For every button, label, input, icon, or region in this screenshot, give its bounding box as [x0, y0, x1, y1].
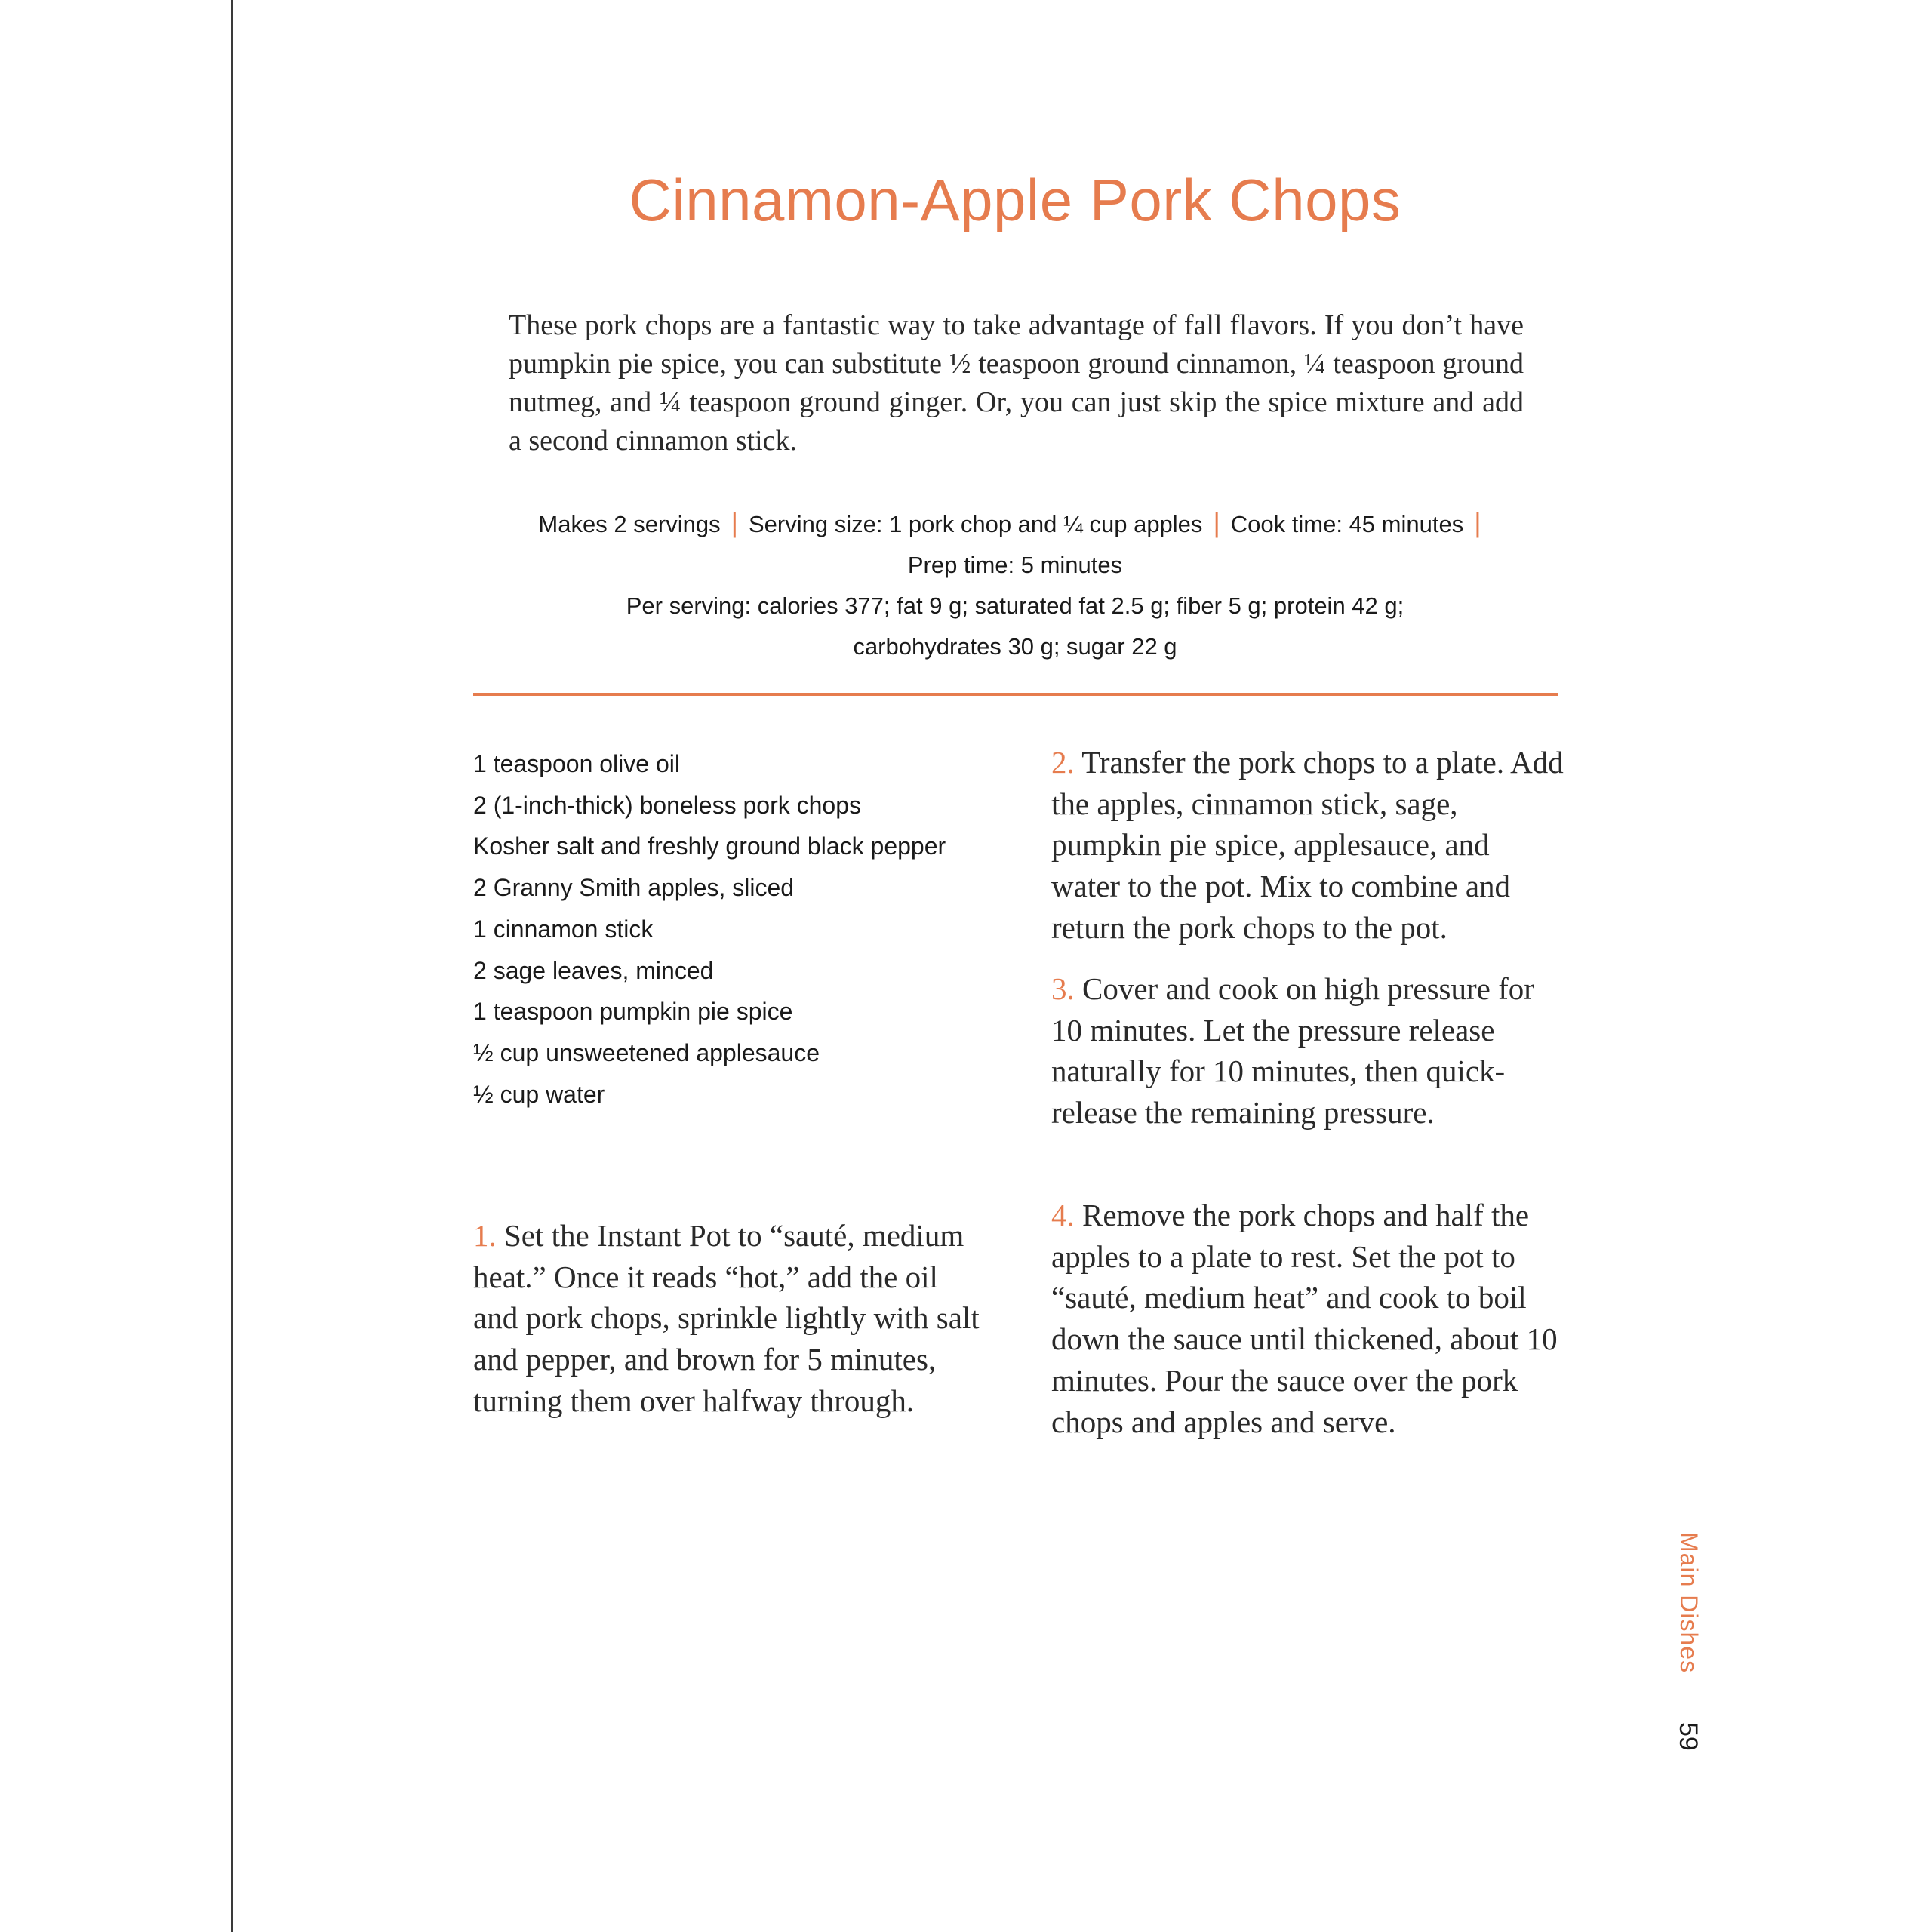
ingredient-item: 2 sage leaves, minced [473, 956, 714, 984]
ingredient-item: 2 (1-inch-thick) boneless pork chops [473, 791, 862, 819]
page-spine-line [231, 0, 233, 1932]
ingredients-list [473, 743, 1017, 1115]
step-text: Set the Instant Pot to “sauté, medium heat.” Once it reads “hot,” add the oil and pork chops, sprinkle lightly with salt and pepper, and brown for 5 minutes, turning them over halfway through. [473, 1218, 980, 1418]
servings-count: Makes 2 servings [538, 511, 721, 537]
step-number: 1. [473, 1218, 497, 1253]
nutrition-line-1: Per serving: calories 377; fat 9 g; saturated fat 2.5 g; fiber 5 g; protein 42 g; [626, 592, 1404, 619]
nutrition-line-2: carbohydrates 30 g; sugar 22 g [853, 633, 1177, 660]
ingredient-item: 2 Granny Smith apples, sliced [473, 874, 795, 902]
step-4 [1051, 1195, 1564, 1442]
ingredient-item: ½ cup water [473, 1080, 605, 1108]
step-number: 3. [1051, 971, 1075, 1006]
section-label: Main Dishes [1675, 1532, 1703, 1674]
prep-time: Prep time: 5 minutes [907, 552, 1123, 578]
ingredient-item: Kosher salt and freshly ground black pepper [473, 832, 946, 860]
meta-separator: | [731, 507, 738, 538]
step-text: Remove the pork chops and half the apples to a plate to rest. Set the pot to “sauté, medium heat” and cook to boil down the sauce until thickened, about 10 minutes. Pour the sauce over the pork chops and apples and serve. [1051, 1198, 1558, 1439]
meta-separator: | [1213, 507, 1220, 538]
ingredient-item: 1 teaspoon olive oil [473, 750, 680, 777]
ingredient-item: ½ cup unsweetened applesauce [473, 1038, 820, 1066]
recipe-meta [473, 503, 1557, 667]
cook-time: Cook time: 45 minutes [1230, 511, 1464, 537]
step-1 [473, 1215, 986, 1422]
step-2 [1051, 742, 1564, 949]
recipe-title: Cinnamon-Apple Pork Chops [629, 167, 1401, 233]
step-text: Cover and cook on high pressure for 10 minutes. Let the pressure release naturally for 10 minutes, then quick-release the remaining pressure. [1051, 971, 1534, 1131]
ingredient-item: 1 teaspoon pumpkin pie spice [473, 998, 793, 1026]
page-number: 59 [1674, 1722, 1703, 1751]
meta-separator: | [1474, 507, 1481, 538]
meta-line-1 [473, 503, 1557, 545]
section-divider [473, 693, 1558, 696]
ingredient-item: 1 cinnamon stick [473, 915, 654, 943]
step-number: 4. [1051, 1198, 1075, 1232]
step-3 [1051, 968, 1564, 1134]
serving-size: Serving size: 1 pork chop and ¼ cup apples [749, 511, 1203, 537]
step-text: Transfer the pork chops to a plate. Add the apples, cinnamon stick, sage, pumpkin pie spice, applesauce, and water to the pot. Mix to combine and return the pork chops to the pot. [1051, 745, 1564, 945]
step-number: 2. [1051, 745, 1075, 780]
recipe-intro: These pork chops are a fantastic way to take advantage of fall flavors. If you don’t have pumpkin pie spice, you can substitute ½ teaspoon ground cinnamon, ¼ teaspoon ground nutmeg, and ¼ teaspoon ground ginger. Or, you can just skip the spice mixture and add a second cinnamon stick. [509, 309, 1524, 457]
